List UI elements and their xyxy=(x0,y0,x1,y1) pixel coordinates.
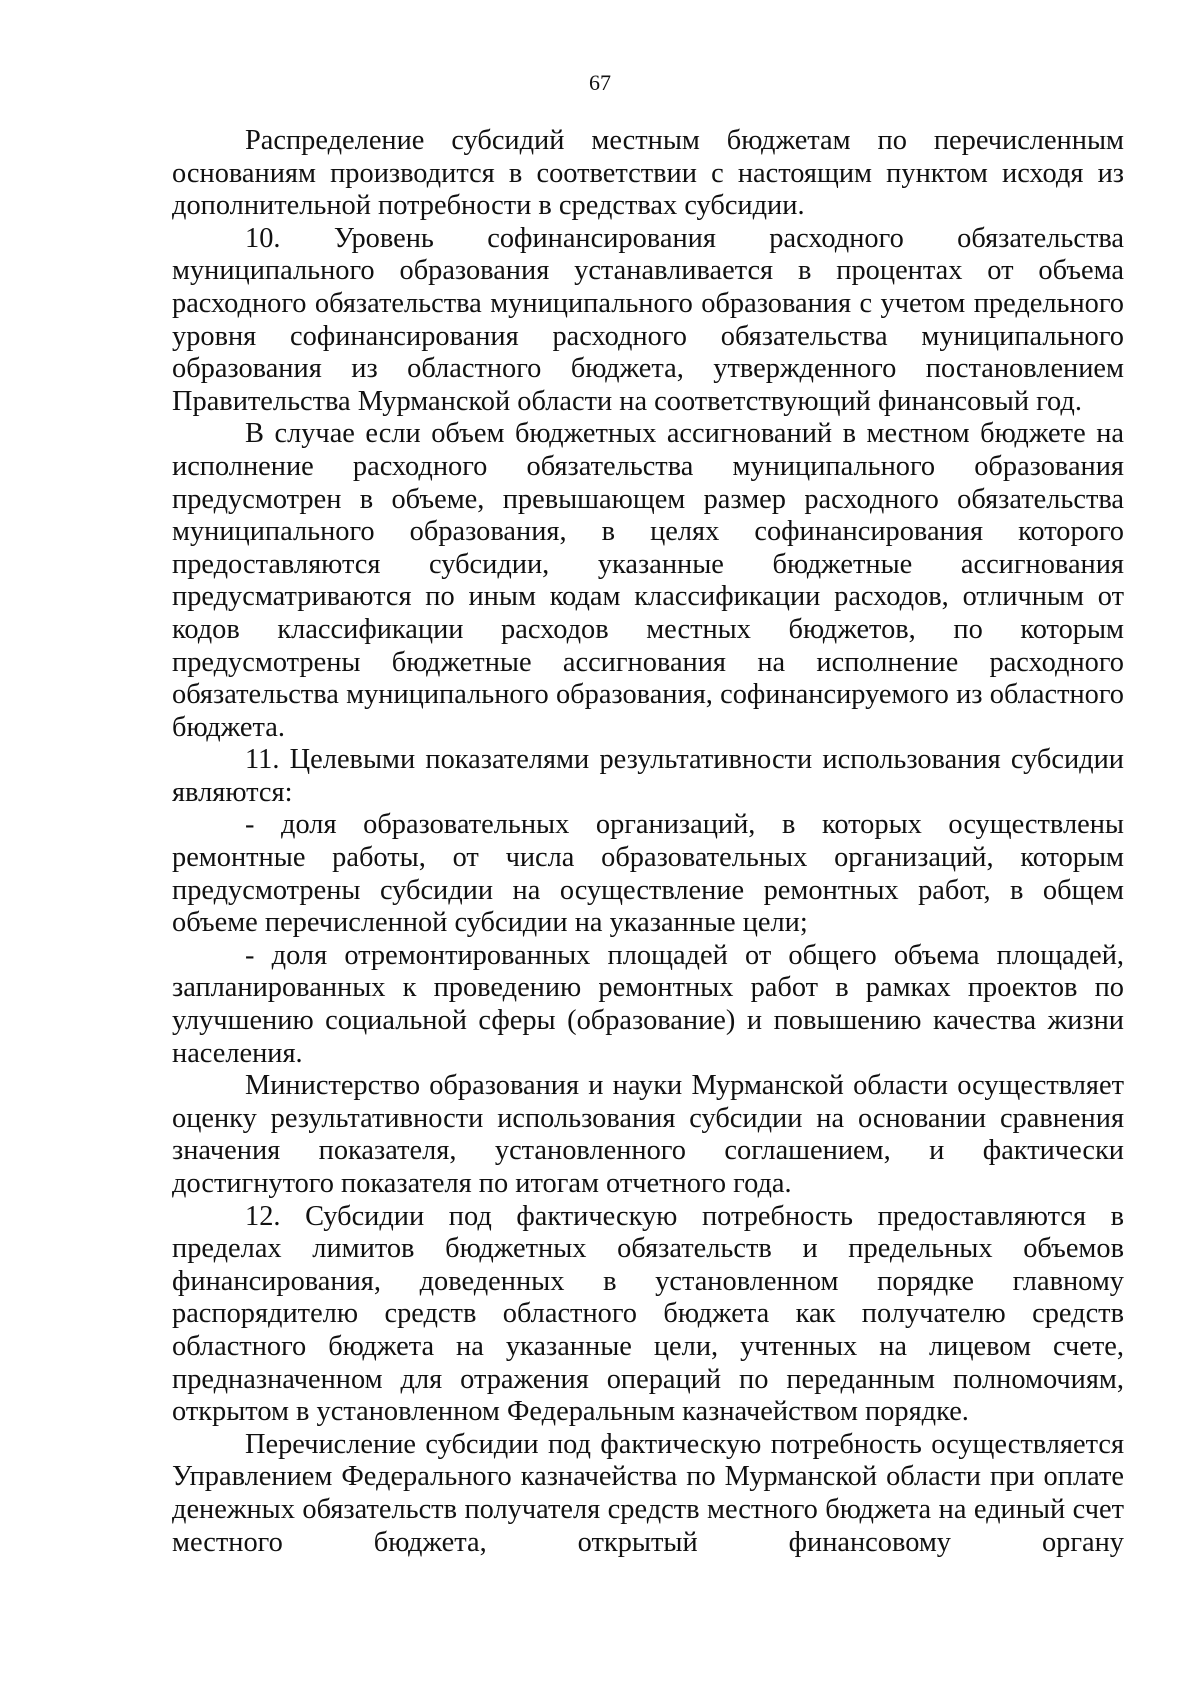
page-number: 67 xyxy=(589,70,611,95)
paragraph-item-12: 12. Субсидии под фактическую потребность предоставляются в пределах лимитов бюджетных обязательств и предельных объемов финансирования, доведенных в установленном порядке главному распорядителю средств областного бюджета как получателю средств областного бюджета на указанные цели, учтенных на лицевом счете, предназначенном для отражения операций по переданным полномочиям, открытом в установленном Федеральным казначейством порядке. xyxy=(172,1200,1124,1428)
paragraph-ministry-evaluation: Министерство образования и науки Мурманской области осуществляет оценку результативности использования субсидии на основании сравнения значения показателя, установленного соглашением, и фактически достигнутого показателя по итогам отчетного года. xyxy=(172,1070,1124,1199)
paragraph-item-11: 11. Целевыми показателями результативности использования субсидии являются: xyxy=(172,744,1124,808)
paragraph-indicator-organizations: - доля образовательных организаций, в которых осуществлены ремонтные работы, от числа образовательных организаций, которым предусмотрены субсидии на осуществление ремонтных работ, в общем объеме перечисленной субсидии на указанные цели; xyxy=(172,809,1124,939)
document-body xyxy=(172,125,1124,1559)
paragraph-item-10: 10. Уровень софинансирования расходного обязательства муниципального образования устанавливается в процентах от объема расходного обязательства муниципального образования с учетом предельного уровня софинансирования расходного обязательства муниципального образования из областного бюджета, утвержденного постановлением Правительства Мурманской области на соответствующий финансовый год. xyxy=(172,222,1124,417)
paragraph-indicator-areas: - доля отремонтированных площадей от общего объема площадей, запланированных к проведению ремонтных работ в рамках проектов по улучшению социальной сферы (образование) и повышению качества жизни населения. xyxy=(172,939,1124,1069)
paragraph-subsidy-transfer: Перечисление субсидии под фактическую потребность осуществляется Управлением Федерального казначейства по Мурманской области при оплате денежных обязательств получателя средств местного бюджета на единый счет местного бюджета, открытый финансовому органу xyxy=(172,1428,1124,1558)
paragraph-subsidy-distribution: Распределение субсидий местным бюджетам по перечисленным основаниям производится в соответствии с настоящим пунктом исходя из дополнительной потребности в средствах субсидии. xyxy=(172,125,1124,222)
paragraph-budget-allocations: В случае если объем бюджетных ассигнований в местном бюджете на исполнение расходного обязательства муниципального образования предусмотрен в объеме, превышающем размер расходного обязательства муниципального образования, в целях софинансирования которого предоставляются субсидии, указанные бюджетные ассигнования предусматриваются по иным кодам классификации расходов, отличным от кодов классификации расходов местных бюджетов, по которым предусмотрены бюджетные ассигнования на исполнение расходного обязательства муниципального образования, софинансируемого из областного бюджета. xyxy=(172,418,1124,743)
